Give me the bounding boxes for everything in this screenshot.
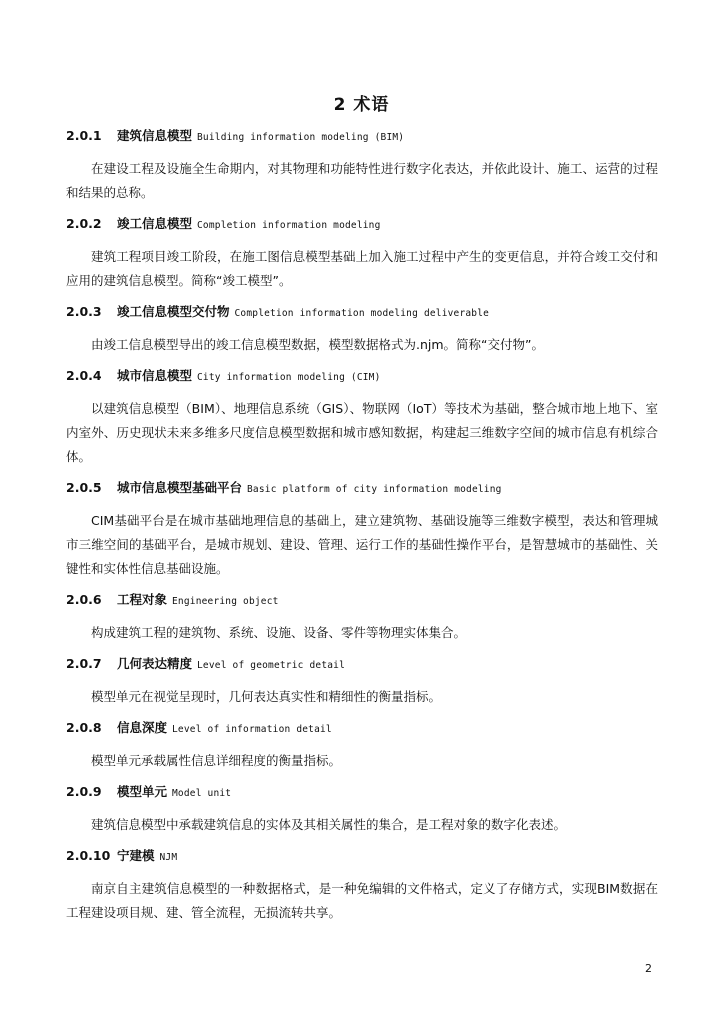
term-heading xyxy=(66,719,658,739)
term-chinese: 几何表达精度 xyxy=(117,656,193,671)
term-definition: 由竣工信息模型导出的竣工信息模型数据，模型数据格式为.njm。简称“交付物”。 xyxy=(91,337,544,352)
term-definition: 模型单元在视觉呈现时，几何表达真实性和精细性的衡量指标。 xyxy=(91,689,442,704)
term-english: City information modeling (CIM) xyxy=(197,372,381,383)
term-number: 2.0.5 xyxy=(66,480,102,495)
term-definition: 在建设工程及设施全生命期内，对其物理和功能特性进行数字化表达，并依此设计、施工、运营的过程和结果的总称。 xyxy=(66,161,658,200)
term-english: Engineering object xyxy=(172,596,279,607)
term-2-0-9 xyxy=(66,783,658,837)
term-english: Level of information detail xyxy=(172,724,332,735)
term-chinese: 竣工信息模型交付物 xyxy=(117,304,230,319)
term-english: NJM xyxy=(159,852,178,863)
term-english: Basic platform of city information modeling xyxy=(247,484,502,495)
term-heading xyxy=(66,847,658,867)
term-heading xyxy=(66,215,658,235)
term-2-0-8 xyxy=(66,719,658,773)
term-2-0-6 xyxy=(66,591,658,645)
term-number: 2.0.2 xyxy=(66,216,102,231)
term-definition: 南京自主建筑信息模型的一种数据格式，是一种免编辑的文件格式，定义了存储方式，实现BIM数据在工程建设项目规、建、管全流程，无损流转共享。 xyxy=(66,881,658,920)
term-chinese: 城市信息模型 xyxy=(117,368,193,383)
term-heading xyxy=(66,783,658,803)
term-english: Completion information modeling deliverable xyxy=(234,308,490,319)
term-number: 2.0.8 xyxy=(66,720,102,735)
term-number: 2.0.3 xyxy=(66,304,102,319)
term-definition: 构成建筑工程的建筑物、系统、设施、设备、零件等物理实体集合。 xyxy=(91,625,467,640)
term-chinese: 信息深度 xyxy=(117,720,168,735)
term-english: Building information modeling (BIM) xyxy=(197,132,405,143)
term-number: 2.0.4 xyxy=(66,368,102,383)
term-number: 2.0.6 xyxy=(66,592,102,607)
term-english: Completion information modeling xyxy=(197,220,381,231)
term-number: 2.0.7 xyxy=(66,656,102,671)
term-2-0-1 xyxy=(66,127,658,205)
term-2-0-5 xyxy=(66,479,658,581)
term-definition: 建筑信息模型中承载建筑信息的实体及其相关属性的集合，是工程对象的数字化表述。 xyxy=(91,817,567,832)
term-definition: CIM基础平台是在城市基础地理信息的基础上，建立建筑物、基础设施等三维数字模型，表达和管理城市三维空间的基础平台，是城市规划、建设、管理、运行工作的基础性操作平台，是智慧城市的基础性、关键性和实体性信息基础设施。 xyxy=(66,513,658,576)
term-definition: 建筑工程项目竣工阶段，在施工图信息模型基础上加入施工过程中产生的变更信息，并符合竣工交付和应用的建筑信息模型。简称“竣工模型”。 xyxy=(66,249,658,288)
term-chinese: 工程对象 xyxy=(117,592,168,607)
term-definition: 以建筑信息模型（BIM）、地理信息系统（GIS）、物联网（IoT）等技术为基础，整合城市地上地下、室内室外、历史现状未来多维多尺度信息模型数据和城市感知数据，构建起三维数字空间的城市信息有机综合体。 xyxy=(66,401,658,464)
term-number: 2.0.9 xyxy=(66,784,102,799)
term-chinese: 竣工信息模型 xyxy=(117,216,193,231)
term-chinese: 城市信息模型基础平台 xyxy=(117,480,243,495)
term-2-0-4 xyxy=(66,367,658,469)
term-definition: 模型单元承载属性信息详细程度的衡量指标。 xyxy=(91,753,342,768)
term-english: Level of geometric detail xyxy=(197,660,346,671)
term-heading xyxy=(66,303,658,323)
page-number: 2 xyxy=(645,962,652,975)
term-2-0-7 xyxy=(66,655,658,709)
term-english: Model unit xyxy=(172,788,232,799)
term-heading xyxy=(66,655,658,675)
term-2-0-3 xyxy=(66,303,658,357)
term-heading xyxy=(66,367,658,387)
terms-section xyxy=(66,127,658,935)
page-title: 2 术语 xyxy=(333,95,390,115)
term-chinese: 模型单元 xyxy=(117,784,168,799)
term-heading xyxy=(66,127,658,147)
term-chinese: 建筑信息模型 xyxy=(117,128,193,143)
term-heading xyxy=(66,479,658,499)
term-2-0-2 xyxy=(66,215,658,293)
term-number: 2.0.10 xyxy=(66,848,111,863)
term-heading xyxy=(66,591,658,611)
term-chinese: 宁建模 xyxy=(117,848,155,863)
term-number: 2.0.1 xyxy=(66,128,102,143)
term-2-0-10 xyxy=(66,847,658,925)
